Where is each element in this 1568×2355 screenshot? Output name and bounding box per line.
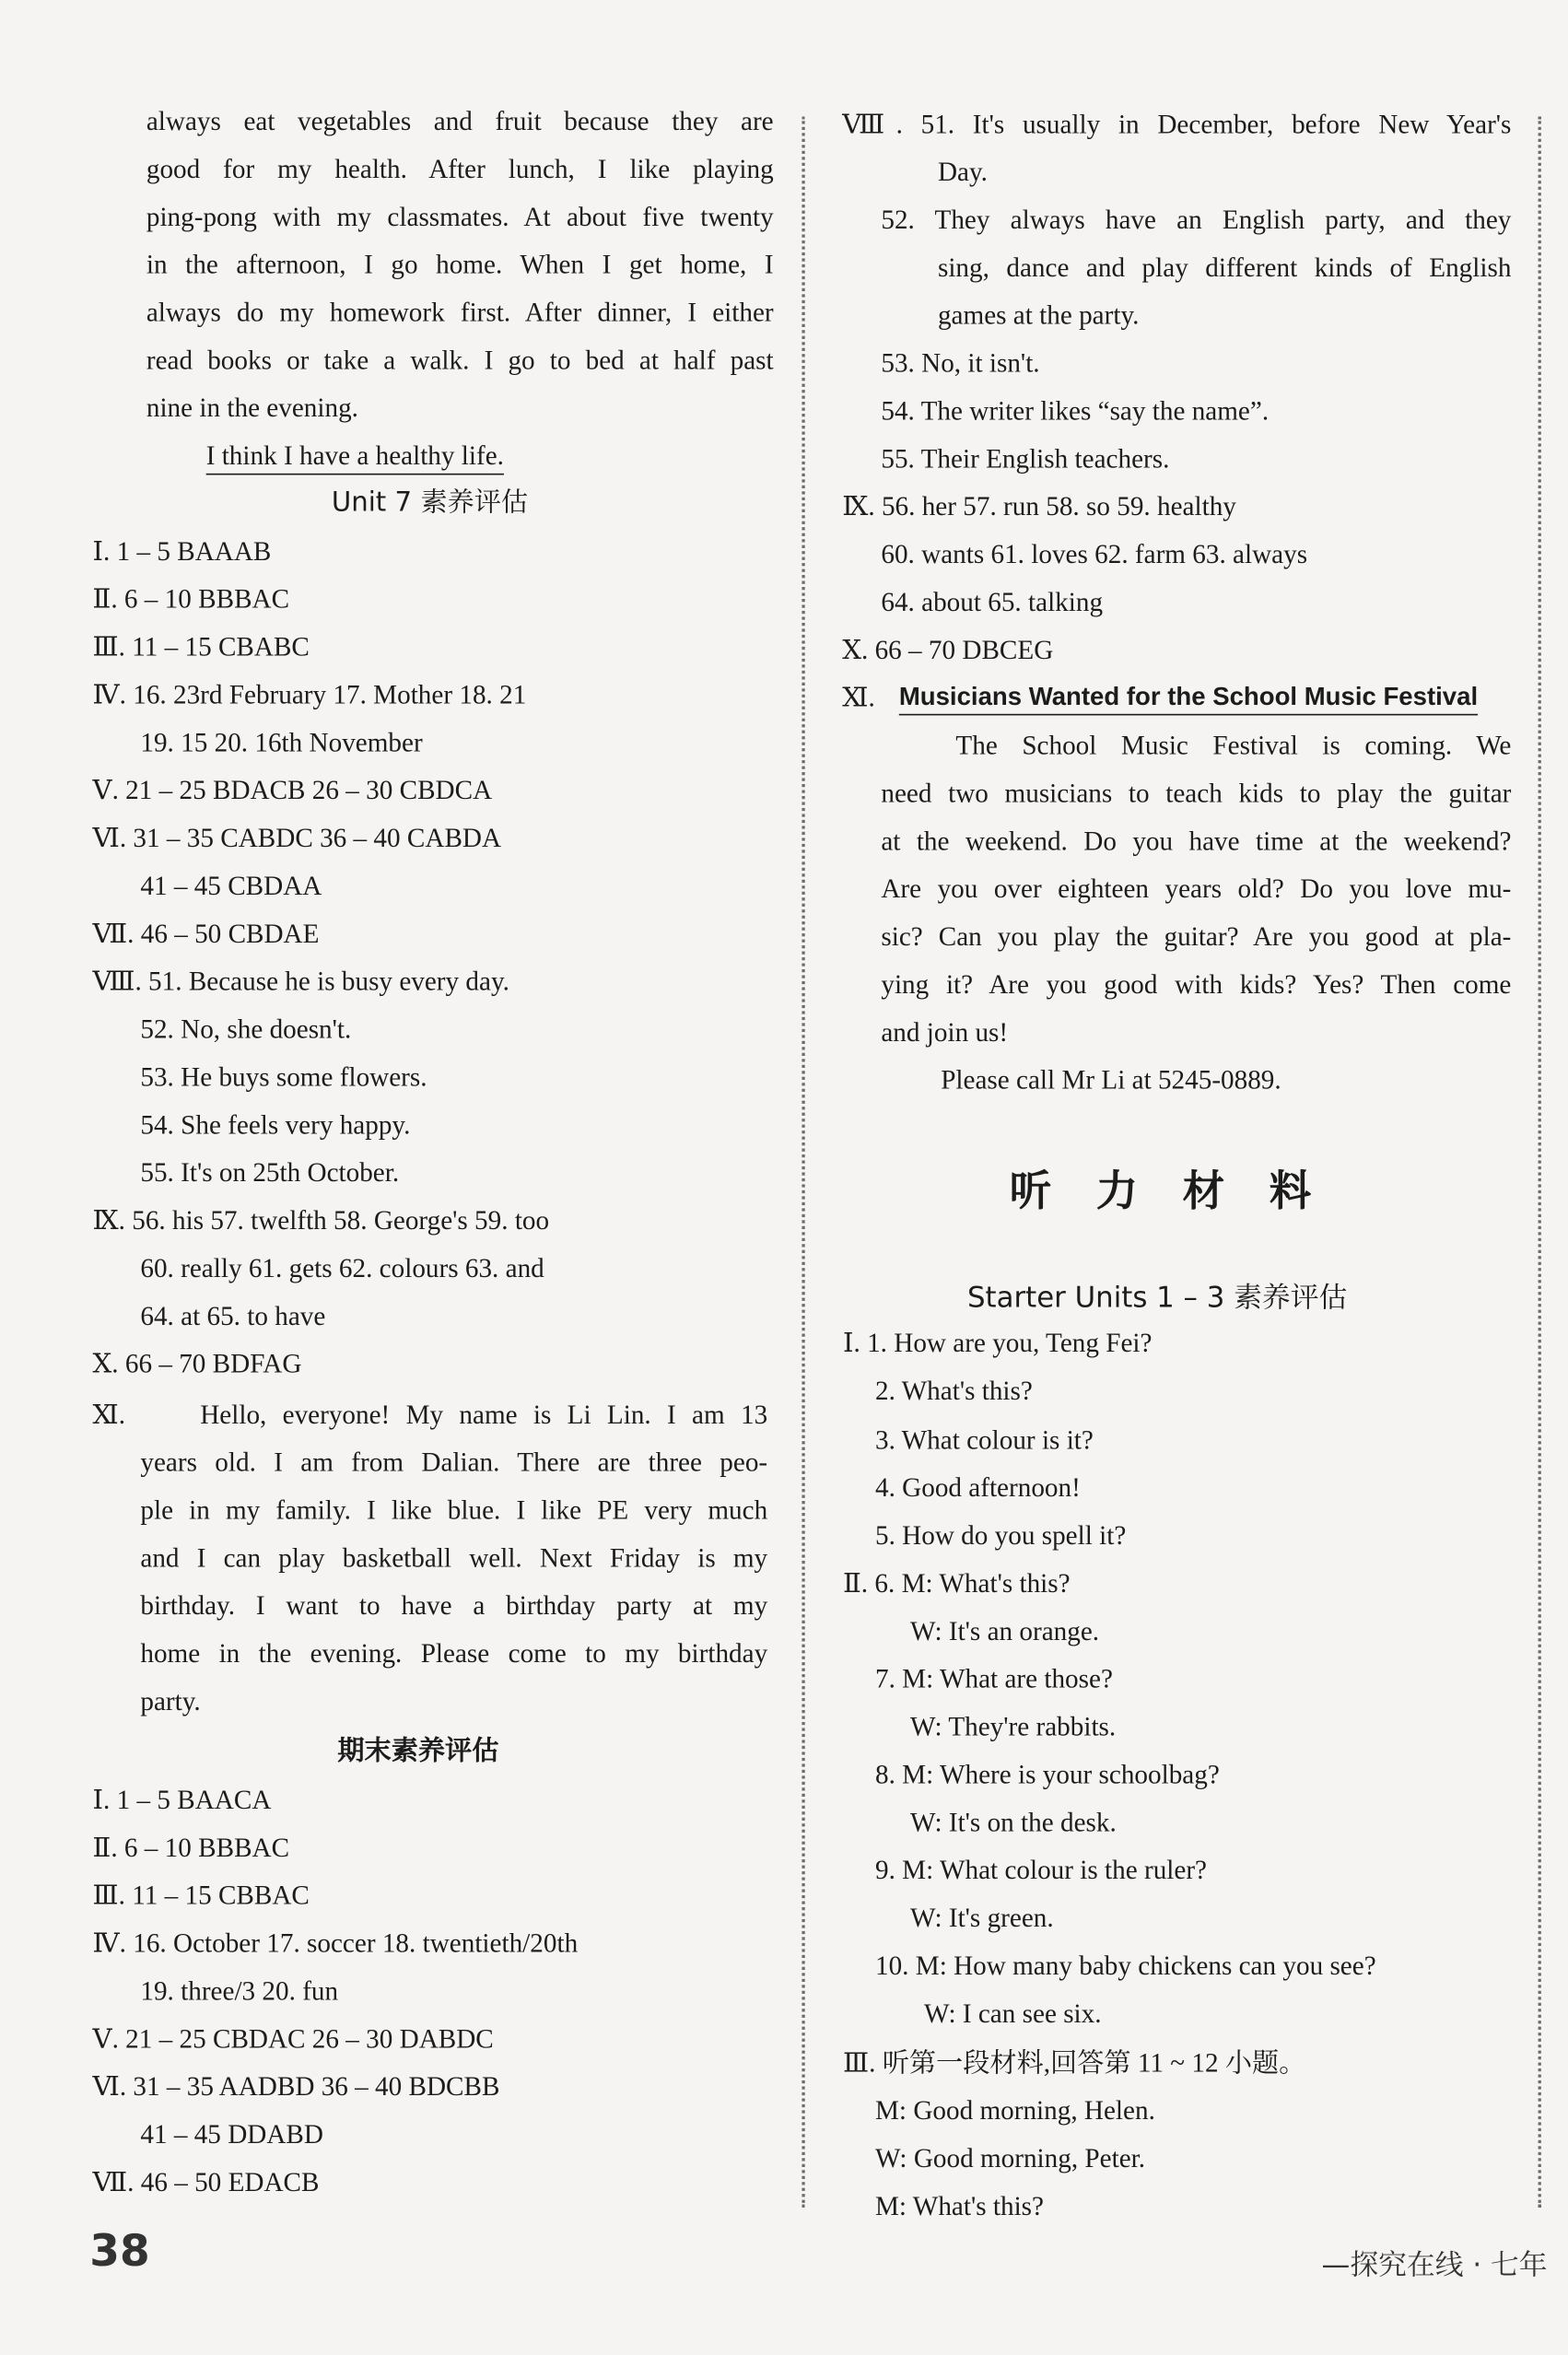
listening-line: W: They're rabbits. bbox=[909, 1711, 1117, 1742]
listening-line: 8. M: Where is your schoolbag? bbox=[874, 1759, 1220, 1790]
section-title-final: 期末素养评估 bbox=[337, 1735, 499, 1767]
writing-line: need two musicians to teach kids to play the guitar bbox=[881, 778, 1512, 808]
answer-line: Ⅶ. 46 – 50 EDACB bbox=[92, 2167, 320, 2197]
writing-line: home in the evening. Please come to my birthday bbox=[140, 1638, 768, 1669]
writing-line: birthday. I want to have a birthday party at my bbox=[140, 1590, 768, 1621]
answer-line: 52. No, she doesn't. bbox=[140, 1013, 352, 1045]
listening-line: 5. How do you spell it? bbox=[874, 1519, 1127, 1551]
answer-line: Ⅶ. 46 – 50 CBDAE bbox=[92, 918, 320, 949]
writing-line: The School Music Festival is coming. We bbox=[955, 730, 1512, 761]
listening-line: 2. What's this? bbox=[874, 1376, 1033, 1407]
answer-line: Ⅰ. 1 – 5 BAAAB bbox=[92, 535, 272, 567]
answer-line: Day. bbox=[937, 157, 988, 187]
answer-line: 53. No, it isn't. bbox=[881, 347, 1040, 379]
answer-line: Ⅷ. 51. It's usually in December, before New Year's bbox=[842, 109, 1512, 139]
writing-line: Please call Mr Li at 5245-0889. bbox=[941, 1064, 1281, 1095]
answer-line: Ⅰ. 1 – 5 BAACA bbox=[92, 1785, 272, 1815]
listening-line: M: What's this? bbox=[874, 2190, 1044, 2221]
answer-line: Ⅸ. 56. her 57. run 58. so 59. healthy bbox=[842, 491, 1236, 521]
paragraph-line: read books or take a walk. I go to bed at half past bbox=[146, 345, 774, 375]
answer-line: games at the party. bbox=[937, 299, 1140, 331]
listening-line: 7. M: What are those? bbox=[874, 1663, 1113, 1694]
answer-line: 64. about 65. talking bbox=[881, 587, 1104, 617]
paragraph-line: ping-pong with my classmates. At about five twenty bbox=[146, 201, 774, 232]
answer-line: sing, dance and play different kinds of English bbox=[937, 252, 1512, 283]
writing-line: party. bbox=[140, 1686, 201, 1716]
listening-line: 3. What colour is it? bbox=[874, 1424, 1094, 1455]
closing-sentence: I think I have a healthy life. bbox=[205, 440, 504, 471]
listening-line: W: I can see six. bbox=[923, 1998, 1102, 2030]
listening-line: 9. M: What colour is the ruler? bbox=[874, 1855, 1208, 1886]
writing-title: Musicians Wanted for the School Music Festival bbox=[898, 682, 1479, 711]
answer-line: 19. three/3 20. fun bbox=[140, 1975, 339, 2006]
answer-line: 55. It's on 25th October. bbox=[140, 1157, 400, 1188]
answer-line: 19. 15 20. 16th November bbox=[140, 727, 423, 757]
listening-line: W: It's an orange. bbox=[909, 1615, 1100, 1646]
answer-line: 54. The writer likes “say the name”. bbox=[881, 395, 1270, 426]
listening-line: W: It's on the desk. bbox=[909, 1807, 1117, 1838]
listening-line: 4. Good afternoon! bbox=[874, 1471, 1081, 1503]
section-label: Ⅺ. bbox=[842, 682, 875, 713]
right-margin-divider bbox=[1539, 116, 1541, 2207]
listening-line: Ⅲ. 听第一段材料,回答第 11 ~ 12 小题。 bbox=[842, 2046, 1306, 2078]
paragraph-line: nine in the evening. bbox=[146, 392, 358, 423]
writing-line: ple in my family. I like blue. I like PE very much bbox=[140, 1494, 768, 1525]
listening-line: 10. M: How many baby chickens can you see? bbox=[874, 1951, 1376, 1982]
answer-line: Ⅹ. 66 – 70 BDFAG bbox=[92, 1348, 302, 1379]
writing-line: Are you over eighteen years old? Do you love mu- bbox=[881, 873, 1512, 904]
answer-line: Ⅷ. 51. Because he is busy every day. bbox=[92, 966, 509, 997]
section-title-unit7: Unit 7 素养评估 bbox=[331, 486, 529, 519]
answer-line: 41 – 45 DDABD bbox=[140, 2119, 323, 2150]
listening-line: Ⅱ. 6. M: What's this? bbox=[842, 1567, 1071, 1599]
listening-title: 听力材料 bbox=[1009, 1166, 1356, 1216]
answer-line: Ⅸ. 56. his 57. twelfth 58. George's 59. too bbox=[92, 1205, 550, 1236]
paragraph-line: always eat vegetables and fruit because they are bbox=[146, 106, 774, 136]
answer-line: Ⅱ. 6 – 10 BBBAC bbox=[92, 583, 290, 615]
listening-line: W: Good morning, Peter. bbox=[874, 2142, 1146, 2173]
answer-line: 55. Their English teachers. bbox=[881, 443, 1170, 474]
writing-line: ying it? Are you good with kids? Yes? Then come bbox=[881, 968, 1512, 1000]
answer-line: 41 – 45 CBDAA bbox=[140, 871, 322, 901]
answer-line: 60. really 61. gets 62. colours 63. and bbox=[140, 1252, 544, 1283]
writing-line: sic? Can you play the guitar? Are you good at pla- bbox=[881, 921, 1512, 952]
writing-line: and I can play basketball well. Next Friday is my bbox=[140, 1542, 768, 1573]
answer-line: 52. They always have an English party, and they bbox=[881, 205, 1512, 235]
writing-line: at the weekend. Do you have time at the weekend? bbox=[881, 826, 1512, 856]
starter-title: Starter Units 1 – 3 素养评估 bbox=[966, 1280, 1348, 1314]
footer-text: —探究在线 · 七年 bbox=[1321, 2249, 1548, 2282]
writing-line: and join us! bbox=[881, 1016, 1009, 1048]
answer-line: Ⅴ. 21 – 25 CBDAC 26 – 30 DABDC bbox=[92, 2023, 494, 2054]
listening-line: W: It's green. bbox=[909, 1903, 1054, 1934]
answer-line: Ⅵ. 31 – 35 AADBD 36 – 40 BDCBB bbox=[92, 2071, 500, 2102]
page-number: 38 bbox=[89, 2225, 150, 2277]
answer-line: Ⅳ. 16. 23rd February 17. Mother 18. 21 bbox=[92, 679, 527, 709]
answer-line: 60. wants 61. loves 62. farm 63. always bbox=[881, 539, 1308, 569]
answer-line: 64. at 65. to have bbox=[140, 1300, 326, 1331]
listening-line: Ⅰ. 1. How are you, Teng Fei? bbox=[842, 1328, 1153, 1359]
answer-line: Ⅲ. 11 – 15 CBABC bbox=[92, 631, 310, 662]
answer-line: Ⅴ. 21 – 25 BDACB 26 – 30 CBDCA bbox=[92, 775, 493, 805]
column-divider bbox=[802, 116, 804, 2207]
answer-line: Ⅹ. 66 – 70 DBCEG bbox=[842, 634, 1054, 665]
answer-line: Ⅳ. 16. October 17. soccer 18. twentieth/20th bbox=[92, 1927, 579, 1959]
answer-line: Ⅵ. 31 – 35 CABDC 36 – 40 CABDA bbox=[92, 823, 502, 853]
answer-line: 54. She feels very happy. bbox=[140, 1109, 411, 1140]
writing-line: Hello, everyone! My name is Li Lin. I am 13 bbox=[200, 1399, 768, 1430]
writing-line: years old. I am from Dalian. There are three peo- bbox=[140, 1447, 768, 1478]
answer-line: 53. He buys some flowers. bbox=[140, 1061, 427, 1092]
answer-line: Ⅱ. 6 – 10 BBBAC bbox=[92, 1832, 290, 1863]
listening-line: M: Good morning, Helen. bbox=[874, 2094, 1155, 2126]
section-label: Ⅺ. bbox=[92, 1399, 126, 1430]
paragraph-line: always do my homework first. After dinner, I either bbox=[146, 297, 774, 327]
answer-line: Ⅲ. 11 – 15 CBBAC bbox=[92, 1880, 310, 1911]
paragraph-line: good for my health. After lunch, I like playing bbox=[146, 153, 774, 184]
paragraph-line: in the afternoon, I go home. When I get home, I bbox=[146, 249, 774, 280]
